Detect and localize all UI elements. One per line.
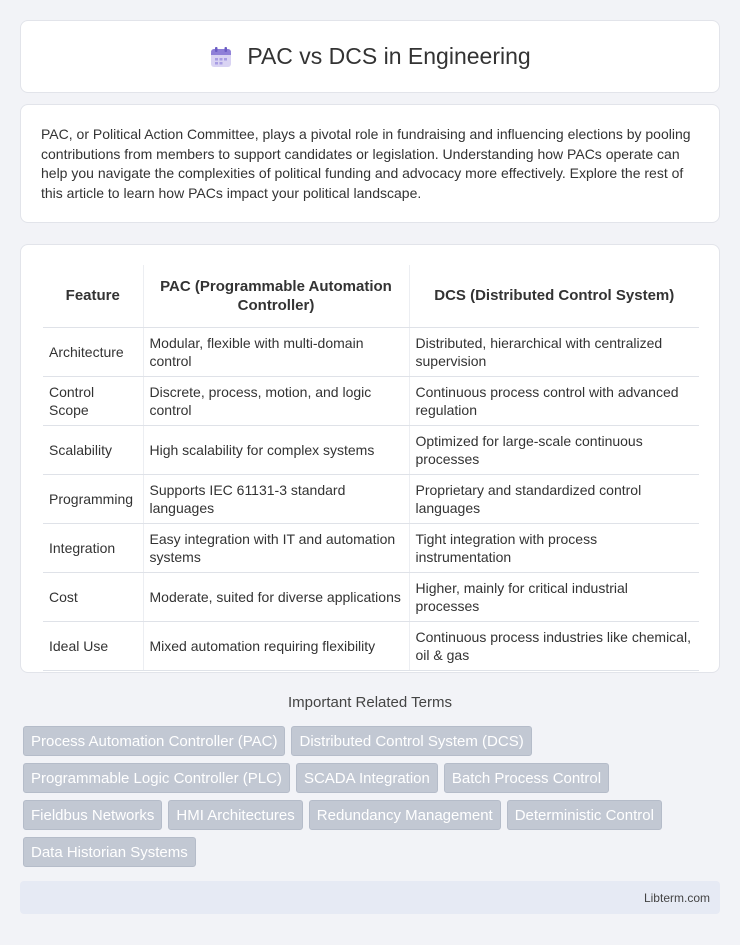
feature-cell: Programming xyxy=(43,474,143,523)
related-terms-title: Important Related Terms xyxy=(288,694,452,711)
related-term-tag[interactable]: Fieldbus Networks xyxy=(23,800,162,830)
footer-site-link[interactable]: Libterm.com xyxy=(643,890,710,905)
header-pac: PAC (Programmable Automation Controller) xyxy=(143,265,409,327)
page-title: PAC vs DCS in Engineering xyxy=(247,43,531,69)
pac-cell: High scalability for complex systems xyxy=(143,425,409,474)
feature-cell: Ideal Use xyxy=(43,621,143,670)
table-row xyxy=(43,523,699,572)
pac-cell: Easy integration with IT and automation systems xyxy=(143,523,409,572)
dcs-cell: Higher, mainly for critical industrial processes xyxy=(409,572,699,621)
pac-cell: Modular, flexible with multi-domain control xyxy=(143,327,409,376)
table-row xyxy=(43,621,699,670)
related-term-tag[interactable]: Redundancy Management xyxy=(309,800,501,830)
comparison-table-card xyxy=(20,244,720,673)
table-row xyxy=(43,474,699,523)
feature-cell: Integration xyxy=(43,523,143,572)
related-term-tag[interactable]: Batch Process Control xyxy=(444,763,609,793)
table-row xyxy=(43,572,699,621)
footer xyxy=(20,881,720,914)
related-term-tag[interactable]: Process Automation Controller (PAC) xyxy=(23,726,285,756)
table-row xyxy=(43,376,699,425)
intro-card xyxy=(20,104,720,223)
dcs-cell: Continuous process control with advanced regulation xyxy=(409,376,699,425)
table-row xyxy=(43,425,699,474)
pac-cell: Discrete, process, motion, and logic control xyxy=(143,376,409,425)
related-term-tag[interactable]: Deterministic Control xyxy=(507,800,662,830)
related-term-tag[interactable]: SCADA Integration xyxy=(296,763,438,793)
intro-paragraph: PAC, or Political Action Committee, plays a pivotal role in fundraising and influencing elections by pooling contributions from members to support candidates or legislation. Understanding how PACs operate can help you navigate the complexities of political funding and advocacy more effectively. Explore the rest of this article to learn how PACs impact your political landscape. xyxy=(41,126,691,201)
feature-cell: Control Scope xyxy=(43,376,143,425)
dcs-cell: Proprietary and standardized control languages xyxy=(409,474,699,523)
table-header-row xyxy=(43,265,699,327)
related-term-tag[interactable]: HMI Architectures xyxy=(168,800,302,830)
feature-cell: Scalability xyxy=(43,425,143,474)
dcs-cell: Optimized for large-scale continuous processes xyxy=(409,425,699,474)
header-feature: Feature xyxy=(43,265,143,327)
feature-cell: Cost xyxy=(43,572,143,621)
header-card xyxy=(20,20,720,93)
table-row xyxy=(43,327,699,376)
dcs-cell: Distributed, hierarchical with centralized supervision xyxy=(409,327,699,376)
pac-cell: Moderate, suited for diverse applications xyxy=(143,572,409,621)
pac-cell: Mixed automation requiring flexibility xyxy=(143,621,409,670)
related-term-tag[interactable]: Data Historian Systems xyxy=(23,837,196,867)
header-dcs: DCS (Distributed Control System) xyxy=(409,265,699,327)
dcs-cell: Tight integration with process instrumentation xyxy=(409,523,699,572)
related-terms-list xyxy=(23,726,723,867)
calendar-icon xyxy=(209,45,233,69)
feature-cell: Architecture xyxy=(43,327,143,376)
related-term-tag[interactable]: Programmable Logic Controller (PLC) xyxy=(23,763,290,793)
related-term-tag[interactable]: Distributed Control System (DCS) xyxy=(291,726,531,756)
pac-cell: Supports IEC 61131-3 standard languages xyxy=(143,474,409,523)
comparison-table xyxy=(43,265,699,671)
dcs-cell: Continuous process industries like chemical, oil & gas xyxy=(409,621,699,670)
